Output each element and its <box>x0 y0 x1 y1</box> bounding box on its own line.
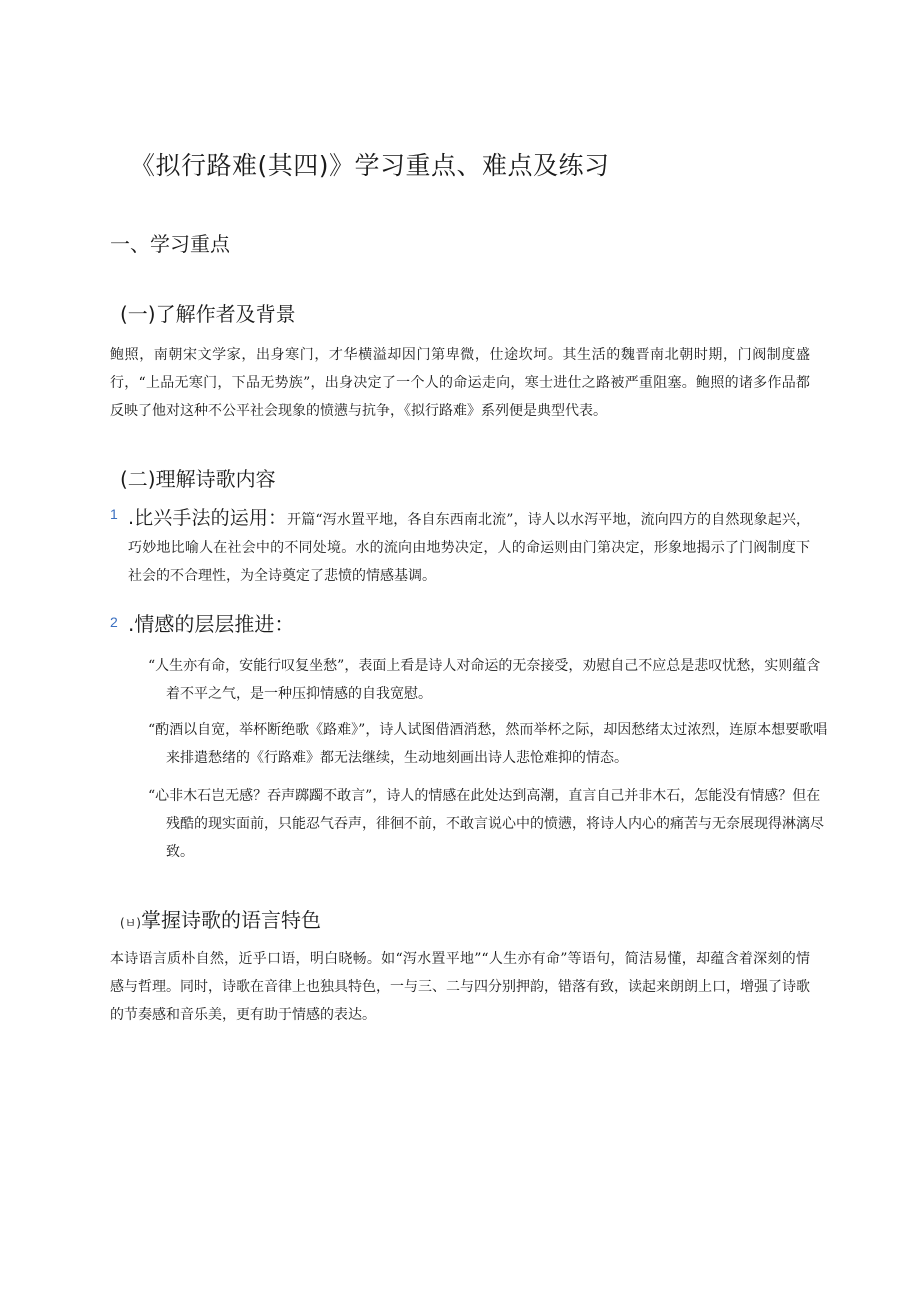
paragraph-language: 本诗语言质朴自然，近乎口语，明白晓畅。如“泻水置平地”“人生亦有命”等语句，简洁易懂，却蕴含着深刻的情感与哲理。同时，诗歌在音律上也独具特色，一与三、二与四分别押韵，错落有致，读起来朗朗上口，增强了诗歌的节奏感和音乐美，更有助于情感的表达。 <box>110 951 810 1023</box>
quote-paragraph: “人生亦有命，安能行叹复坐愁”，表面上看是诗人对命运的无奈接受，劝慰自己不应总是悲叹忧愁，实则蕴含着不平之气，是一种压抑情感的自我宽慰。 <box>148 658 821 702</box>
quote-paragraph: “酌酒以自宽，举杯断绝歌《路难》”，诗人试图借酒消愁，然而举杯之际，却因愁绪太过浓烈，连原本想要歌唱来排遣愁绪的《行路难》都无法继续，生动地刻画出诗人悲怆难抑的情态。 <box>148 722 828 766</box>
section-heading-key-points: 一、学习重点 <box>110 232 230 256</box>
subheading-poem-content: (二)理解诗歌内容 <box>120 467 276 491</box>
list-item-body <box>128 610 810 641</box>
subheading-text: 掌握诗歌的语言特色 <box>140 908 321 932</box>
list-item-body <box>128 504 810 590</box>
subheading-language <box>120 904 321 933</box>
list-item-text: 开篇“泻水置平地，各自东西南北流”，诗人以水泻平地，流向四方的自然现象起兴，巧妙地比喻人在社会中的不同处境。水的流向由地势决定，人的命运则由门第决定，形象地揭示了门阀制度下社会的不合理性，为全诗奠定了悲愤的情感基调。 <box>128 512 811 584</box>
list-item-heading: .比兴手法的运用： <box>128 507 288 529</box>
subheading-marker: (ㅂ) <box>120 916 141 930</box>
document-title: 《拟行路难(其四)》学习重点、难点及练习 <box>130 151 610 180</box>
quote-paragraph: “心非木石岂无感？吞声踯躅不敢言”，诗人的情感在此处达到高潮，直言自己并非木石，怎能没有情感？但在残酷的现实面前，只能忍气吞声，徘徊不前，不敢言说心中的愤懑，将诗人内心的痛苦与无奈展现得淋漓尽致。 <box>148 788 824 860</box>
list-number: 1 <box>110 506 118 522</box>
subheading-author-background: (一)了解作者及背景 <box>120 302 296 326</box>
list-number: 2 <box>110 614 118 630</box>
paragraph-author-background: 鲍照，南朝宋文学家，出身寒门，才华横溢却因门第卑微，仕途坎坷。其生活的魏晋南北朝时期，门阀制度盛行，“上品无寒门，下品无势族”，出身决定了一个人的命运走向，寒士进仕之路被严重阻塞。鲍照的诸多作品都反映了他对这种不公平社会现象的愤懑与抗争，《拟行路难》系列便是典型代表。 <box>110 347 810 419</box>
list-item-heading: .情感的层层推进： <box>128 612 295 636</box>
